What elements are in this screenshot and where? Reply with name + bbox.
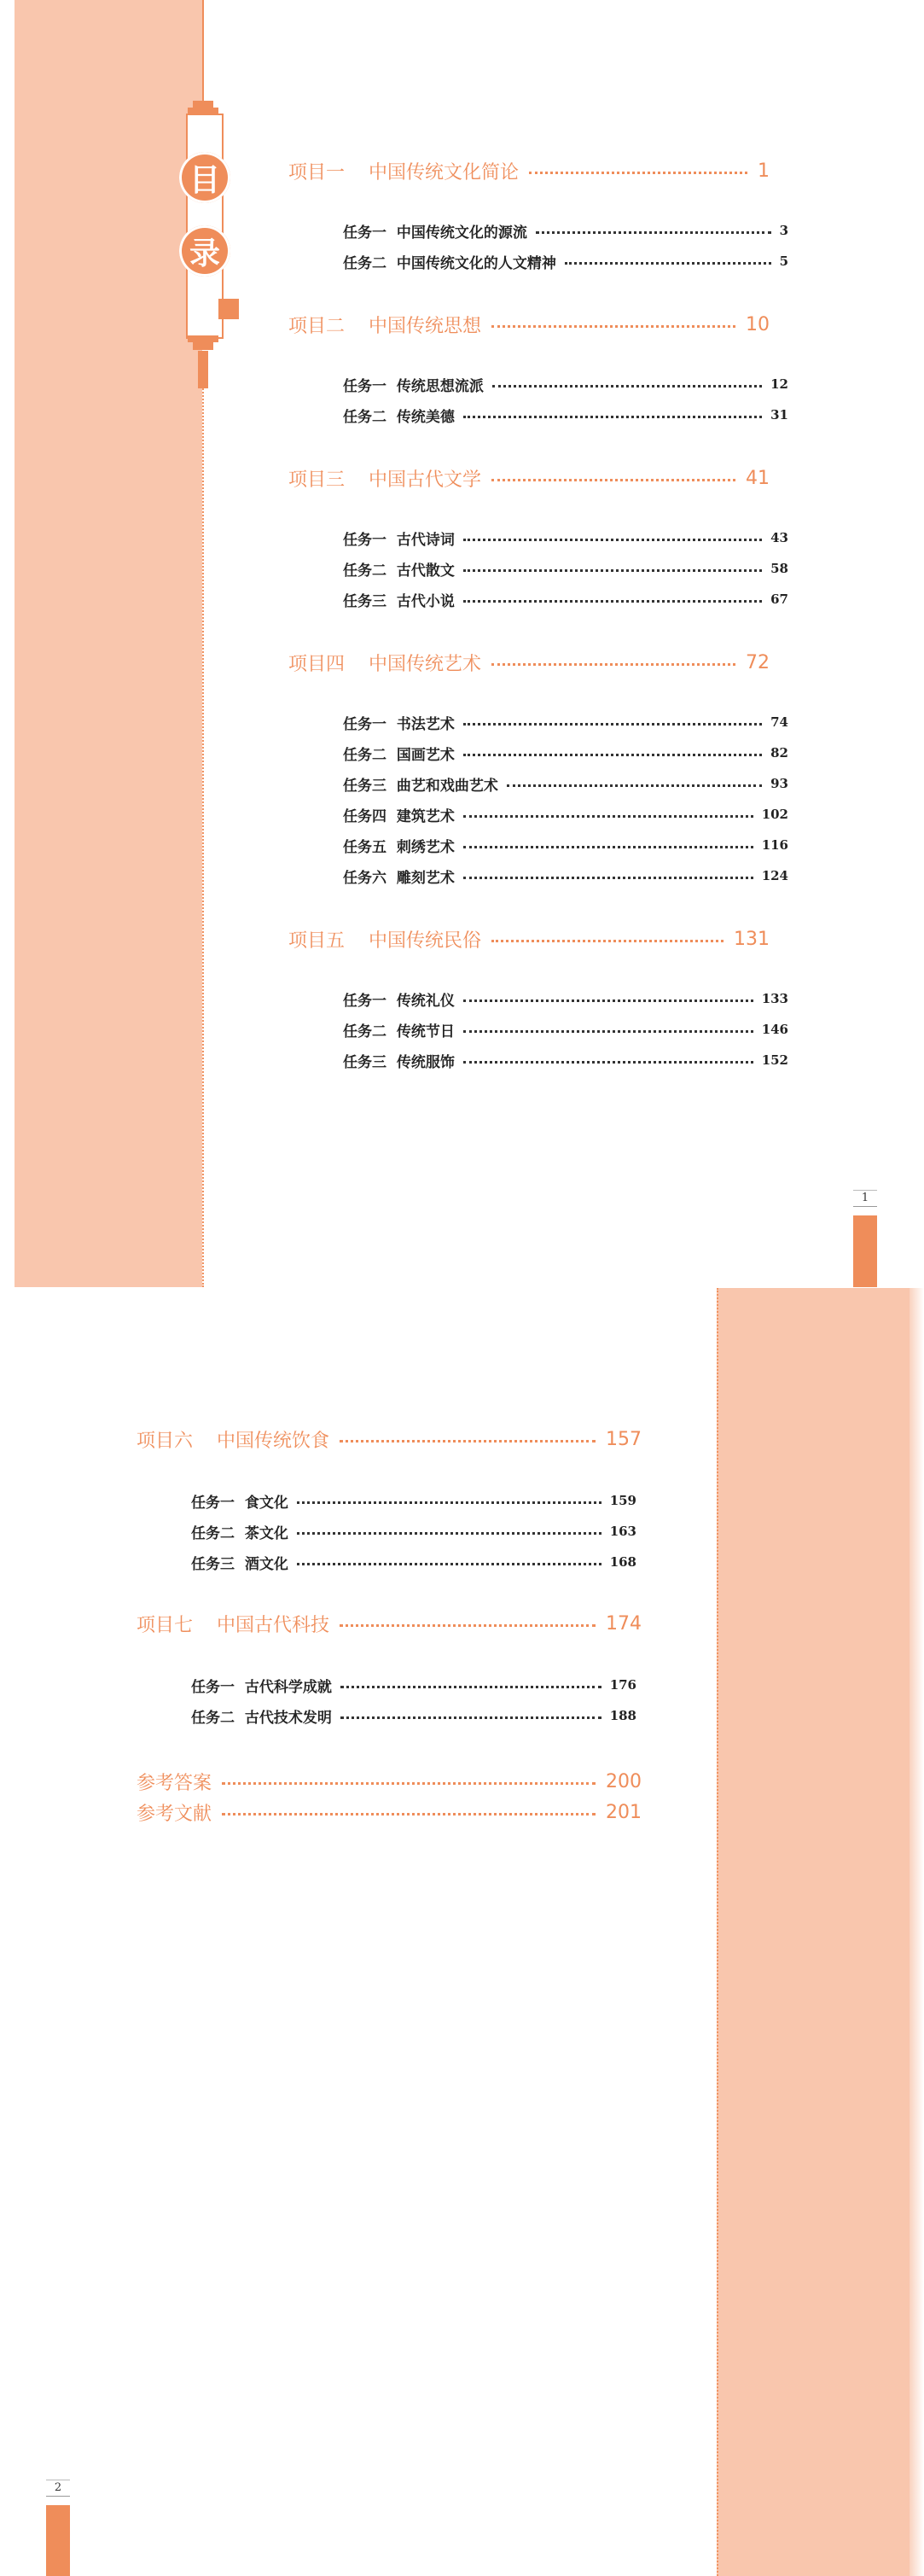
dot-leader [463,1061,753,1064]
toc-entry-label: 任务六 雕刻艺术 [343,869,455,887]
toc-task-entry[interactable] [343,741,788,765]
toc-entry-page-number: 201 [606,1801,642,1823]
dot-leader [491,325,735,328]
toc-project-entry[interactable] [288,155,770,186]
toc-entry-page-number: 116 [761,837,788,853]
toc-entry-label: 任务二 中国传统文化的人文精神 [343,254,556,272]
toc-task-entry[interactable] [191,1704,636,1728]
toc-title-char-1: 目 [179,152,230,203]
toc-entry-page-number: 157 [606,1428,642,1450]
toc-entry-label: 项目五 中国传统民俗 [288,930,481,952]
toc-entry-page-number: 74 [770,714,788,730]
dot-leader [463,569,762,572]
toc-task-entry[interactable] [343,710,788,734]
decorative-square [218,299,239,319]
toc-project-entry[interactable] [288,647,770,678]
scroll-bottom-cap [193,341,213,350]
dotted-divider [717,1288,718,2576]
toc-project-entry[interactable] [137,1608,642,1639]
toc-entry-page-number: 41 [746,467,770,489]
scroll-thread [202,0,204,102]
toc-entry-page-number: 188 [609,1708,636,1723]
page-number: 1 [853,1190,877,1207]
toc-entry-page-number: 146 [761,1022,788,1037]
toc-entry-page-number: 93 [770,776,788,791]
dot-leader [463,1000,753,1002]
dot-leader [340,1686,601,1688]
toc-project-entry[interactable] [288,309,770,340]
decorative-band [717,1288,910,2576]
dot-leader [340,1440,596,1442]
dot-leader [463,600,762,603]
dot-leader [340,1716,601,1719]
toc-entry-page-number: 131 [734,928,770,950]
dot-leader [491,479,735,481]
toc-entry-label: 参考答案 [137,1772,212,1794]
toc-project-entry[interactable] [137,1766,642,1797]
toc-task-entry[interactable] [343,372,788,396]
toc-entry-page-number: 159 [609,1493,636,1508]
decorative-band [15,0,202,1287]
toc-entry-label: 项目一 中国传统文化简论 [288,161,519,184]
dot-leader [536,231,771,234]
toc-project-entry[interactable] [288,924,770,954]
toc-task-entry[interactable] [191,1550,636,1574]
toc-task-entry[interactable] [191,1489,636,1512]
dot-leader [529,172,747,174]
toc-entry-page-number: 152 [761,1052,788,1068]
page-number-bar [46,2505,70,2576]
toc-page-2 [0,1288,924,2576]
toc-task-entry[interactable] [343,249,788,273]
toc-task-entry[interactable] [343,833,788,857]
toc-task-entry[interactable] [343,772,788,796]
toc-entry-page-number: 168 [609,1554,636,1570]
toc-entry-label: 任务一 古代科学成就 [191,1678,332,1696]
toc-entry-label: 任务一 中国传统文化的源流 [343,224,527,242]
toc-task-entry[interactable] [343,864,788,888]
dot-leader [463,877,753,879]
toc-entry-label: 任务二 传统节日 [343,1023,455,1040]
toc-entry-label: 项目三 中国古代文学 [288,469,481,491]
dot-leader [507,784,762,787]
toc-project-entry[interactable] [137,1424,642,1454]
toc-entry-label: 任务一 书法艺术 [343,715,455,733]
toc-entry-label: 项目四 中国传统艺术 [288,653,481,675]
toc-task-entry[interactable] [343,1017,788,1041]
band-edge-fade [909,1288,924,2576]
toc-task-entry[interactable] [191,1519,636,1543]
dot-leader [491,663,735,666]
toc-entry-label: 任务四 建筑艺术 [343,807,455,825]
dot-leader [463,539,762,541]
toc-entry-page-number: 82 [770,745,788,761]
toc-project-entry[interactable] [137,1797,642,1827]
toc-project-entry[interactable] [288,463,770,493]
toc-task-entry[interactable] [343,1048,788,1072]
toc-entry-label: 项目二 中国传统思想 [288,315,481,337]
toc-entry-page-number: 200 [606,1770,642,1792]
toc-entry-label: 任务五 刺绣艺术 [343,838,455,856]
toc-entry-page-number: 72 [746,651,770,673]
dot-leader [222,1813,596,1815]
dot-leader [297,1501,601,1504]
toc-task-entry[interactable] [343,219,788,242]
toc-entry-page-number: 10 [746,313,770,335]
dot-leader [297,1563,601,1565]
toc-task-entry[interactable] [343,587,788,611]
toc-entry-page-number: 1 [758,160,770,182]
toc-entry-label: 任务二 传统美德 [343,408,455,426]
dot-leader [463,754,762,756]
dot-leader [463,1030,753,1033]
toc-entry-page-number: 102 [761,807,788,822]
toc-entry-label: 任务二 国画艺术 [343,746,455,764]
toc-entry-page-number: 133 [761,991,788,1006]
toc-title-char-2: 录 [179,225,230,277]
dot-leader [340,1624,596,1627]
toc-entry-page-number: 31 [770,407,788,423]
dot-leader [463,815,753,818]
toc-entry-label: 项目六 中国传统饮食 [137,1430,329,1452]
toc-entry-page-number: 3 [779,223,788,238]
toc-entry-label: 任务一 传统礼仪 [343,992,455,1010]
toc-task-entry[interactable] [343,403,788,427]
toc-entry-label: 参考文献 [137,1803,212,1825]
toc-entry-label: 任务二 茶文化 [191,1524,288,1542]
toc-entry-label: 任务二 古代散文 [343,562,455,580]
toc-entry-label: 任务三 酒文化 [191,1555,288,1573]
dot-leader [492,385,762,388]
page-number: 2 [46,2480,70,2497]
toc-entry-label: 任务三 曲艺和戏曲艺术 [343,777,498,795]
toc-entry-page-number: 163 [609,1524,636,1539]
toc-entry-label: 项目七 中国古代科技 [137,1614,329,1636]
dot-leader [463,416,762,418]
toc-entry-page-number: 43 [770,530,788,545]
toc-entry-label: 任务二 古代技术发明 [191,1709,332,1727]
toc-entry-page-number: 5 [779,254,788,269]
toc-task-entry[interactable] [343,802,788,826]
dot-leader [463,723,762,726]
dot-leader [463,846,753,848]
toc-entry-label: 任务一 食文化 [191,1494,288,1512]
toc-entry-label: 任务三 传统服饰 [343,1053,455,1071]
toc-entry-page-number: 176 [609,1677,636,1693]
toc-entry-page-number: 124 [761,868,788,883]
toc-entry-label: 任务三 古代小说 [343,592,455,610]
scroll-tassel [198,351,208,388]
dot-leader [222,1782,596,1785]
toc-entry-page-number: 67 [770,592,788,607]
toc-entry-label: 任务一 传统思想流派 [343,377,484,395]
toc-entry-page-number: 12 [770,376,788,392]
dot-leader [491,940,724,942]
dot-leader [297,1532,601,1535]
toc-task-entry[interactable] [191,1673,636,1697]
toc-entry-label: 任务一 古代诗词 [343,531,455,549]
toc-entry-page-number: 174 [606,1612,642,1635]
toc-task-entry[interactable] [343,987,788,1011]
toc-task-entry[interactable] [343,526,788,550]
toc-task-entry[interactable] [343,557,788,580]
toc-entry-page-number: 58 [770,561,788,576]
page-number-bar [853,1215,877,1287]
dot-leader [565,262,771,265]
